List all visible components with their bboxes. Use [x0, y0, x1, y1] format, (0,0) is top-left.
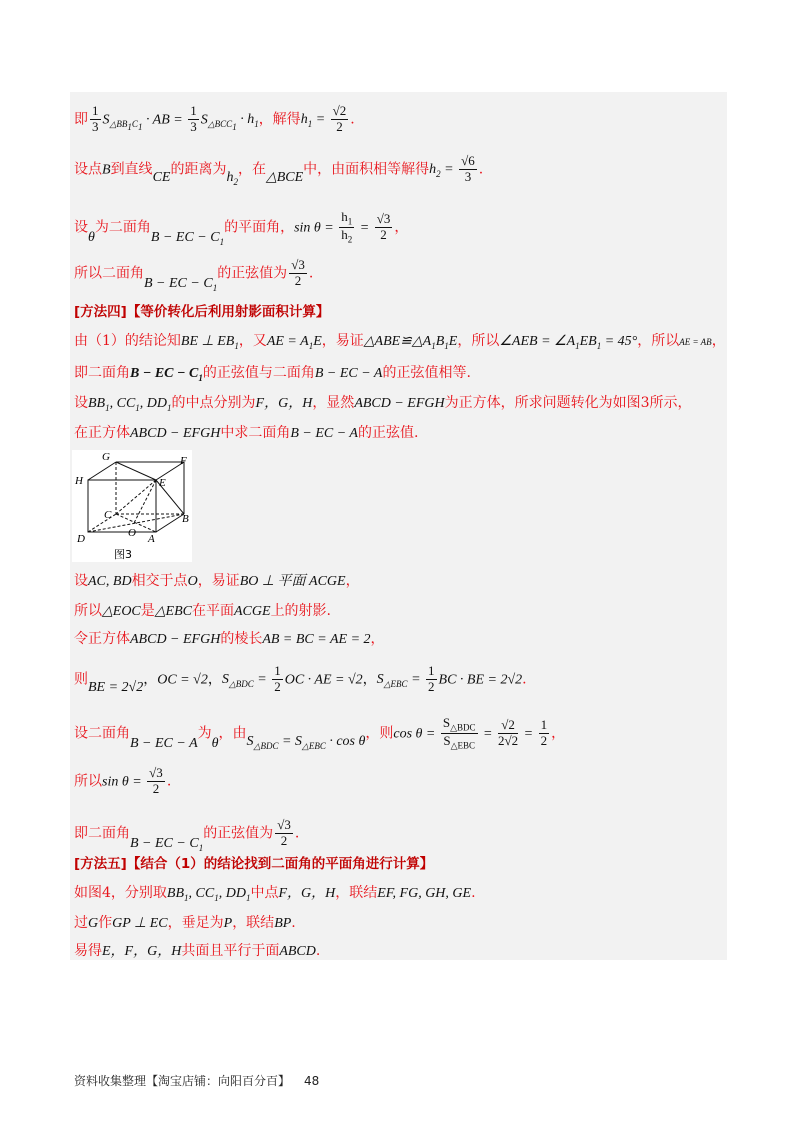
label-h: H [75, 475, 83, 487]
page-number: 48 [304, 1074, 320, 1088]
line-11: 所以△EOC是△EBC在平面ACGE上的射影. [74, 603, 332, 619]
text: 相交于点 [131, 573, 188, 589]
text: 作 [98, 915, 113, 931]
text: . [350, 111, 355, 128]
text: 是 [140, 603, 155, 619]
text: ，易证 [321, 333, 364, 349]
text: 的距离为 [170, 161, 227, 178]
label-b: B [182, 513, 189, 525]
text: 的正弦值. [357, 425, 419, 441]
text: ，解得 [258, 111, 301, 128]
line-14: 设二面角B − EC − A为θ，由$S_{\triangle BDC} = S_{\triangle EBC} \cdot \cos \theta$，则cos θ = $\frac{S_{\triangle BDC}}{S_{\triangle EBC}}$ = $\frac{√2}{2√2}$ = $\frac{1}{2}$ ， [74, 715, 566, 752]
text: 即二面角 [74, 365, 130, 381]
text: 在平面 [192, 603, 234, 619]
text: F，G，H [255, 396, 313, 411]
text: 过 [74, 915, 88, 931]
text: 的正弦值为 [203, 825, 274, 842]
text: 的中点分别为 [171, 395, 256, 411]
text: ，由 [218, 725, 247, 742]
line-6: 由（1）的结论知BE ⊥ $EB_1$，又AE = $A_1E$，易证$\triangle ABE≌\triangle A_1B_1E$，所以∠AEB = $\angle A_1EB_1 = 45^\circ$，所以AE = AB， [74, 333, 726, 351]
line-18: 如图4，分别取$BB_1$, $CC_1$, $DD_1$中点F，G，H，联结EF, FG, GH, GE. [74, 885, 476, 903]
text: 中点 [250, 885, 279, 901]
line-19: 过G作GP ⊥ EC，垂足为P，联结BP. [74, 915, 296, 931]
text: . [471, 885, 476, 901]
line-2: 设点B到直线CE的距离为$h_2$，在△BCE中，由面积相等解得$h_2$ = $\frac{√6}{3}$ . [74, 153, 484, 188]
text: 即二面角 [74, 825, 130, 842]
text: 中求二面角 [220, 425, 291, 441]
line-16: 即二面角B − EC − $C_1$的正弦值为 $\frac{√3}{2}$ . [74, 817, 300, 854]
text: 的平面角， [224, 219, 295, 236]
line-13: 则BE = 2√2，OC = √2，$S_{\triangle BDC}$ = $\frac{1}{2}$ OC · AE = √2，$S_{\triangle EBC}$ = $\frac{1}{2}$ BC · BE = 2√2. [74, 663, 527, 696]
line-1: 即 $\frac{1}{3}$ $S_{\triangle BB_1C_1}$ · AB = $\frac{1}{3}$ $S_{\triangle BCC_1} \cdot h_1$，解得$h_1$ = $\frac{√2}{2}$ . [74, 103, 355, 134]
line-9: 在正方体ABCD − EFGH中求二面角B − EC − A的正弦值. [74, 425, 419, 441]
line-12: 令正方体ABCD − EFGH的棱长AB = BC = AE = 2， [74, 631, 385, 647]
text: . [294, 825, 300, 842]
text: . [478, 161, 484, 178]
text: 所以二面角 [74, 265, 144, 282]
text: . [166, 773, 172, 790]
text: 易得 [74, 943, 102, 959]
text: 如图4，分别取 [74, 885, 167, 901]
text: . [291, 915, 296, 931]
text: 的正弦值与二面角 [202, 365, 315, 381]
text: 设点 [74, 161, 102, 178]
text: 所以 [74, 773, 102, 790]
text: ， [345, 573, 360, 589]
text: 所以 [74, 603, 102, 619]
label-c: C [104, 509, 112, 521]
text: ， [394, 219, 409, 236]
text: ，所以 [457, 333, 500, 349]
text: . [308, 265, 314, 282]
line-7: 即二面角B − EC − $C_1$的正弦值与二面角B − EC − A的正弦值相等. [74, 365, 471, 383]
text: 则 [74, 671, 88, 688]
text: 设 [74, 219, 88, 236]
text: ，联结 [232, 915, 275, 931]
text: 共面且平行于面 [181, 943, 280, 959]
line-4: 所以二面角B − EC − $C_1$的正弦值为 $\frac{√3}{2}$ . [74, 257, 314, 294]
text: ， [551, 725, 566, 742]
text: 设二面角 [74, 725, 130, 742]
text: . [315, 943, 321, 959]
text: 的棱长 [220, 631, 263, 647]
text: 设 [74, 395, 88, 411]
text: ，联结 [335, 885, 378, 901]
text: 令正方体 [74, 631, 130, 647]
text: ，则 [365, 725, 394, 742]
text: ，又 [238, 333, 267, 349]
figure-3-cube [72, 450, 192, 562]
text: P [223, 916, 233, 931]
text: 即 [74, 111, 88, 128]
text: O [187, 574, 198, 589]
text: ， [370, 631, 385, 647]
text: 为二面角 [94, 219, 151, 236]
label-e: E [159, 477, 166, 489]
text: 为 [197, 725, 212, 742]
label-a: A [148, 533, 155, 545]
text: F，G，H [278, 886, 336, 901]
text: ，易证 [197, 573, 240, 589]
line-8: 设$BB_1$, $CC_1$, $DD_1$的中点分别为F，G，H，显然ABCD − EFGH为正方体，所求问题转化为如图3所示， [74, 395, 692, 413]
text: ，显然 [312, 395, 355, 411]
text: 的正弦值相等. [382, 365, 471, 381]
text: 到直线 [110, 161, 153, 178]
label-o: O [128, 527, 136, 539]
page-footer [74, 1072, 319, 1089]
text: E，F，G，H [102, 944, 182, 959]
text: G [88, 916, 99, 931]
method-5-heading: [方法五]【结合（1）的结论找到二面角的平面角进行计算】 [74, 856, 434, 872]
text: 上的射影. [270, 603, 332, 619]
text: 中，由面积相等解得 [303, 161, 430, 178]
text: 由（1）的结论知 [74, 333, 181, 349]
text: ， [711, 333, 726, 349]
text: ，在 [237, 161, 266, 178]
footer-text: 资料收集整理【淘宝店铺：向阳百分百】 [74, 1074, 291, 1088]
figure-caption: 图3 [114, 548, 132, 561]
label-d: D [77, 533, 85, 545]
line-3: 设θ为二面角B − EC − $C_1$的平面角，sin θ = $\frac{h_1}{h_2}$ = $\frac{√3}{2}$ ， [74, 209, 409, 248]
line-10: 设AC, BD相交于点O，易证BO ⊥ 平面 ACGE， [74, 573, 360, 589]
label-g: G [102, 451, 110, 463]
line-20: 易得E，F，G，H共面且平行于面ABCD. [74, 943, 321, 959]
text: 设 [74, 573, 88, 589]
method-4-heading: [方法四]【等价转化后利用射影面积计算】 [74, 304, 330, 320]
text: ，垂足为 [167, 915, 224, 931]
line-15: 所以sin θ = $\frac{√3}{2}$ . [74, 765, 172, 796]
text: 在正方体 [74, 425, 130, 441]
label-f: F [180, 455, 187, 467]
text: . [522, 671, 527, 688]
text: ，所以 [637, 333, 680, 349]
text: 的正弦值为 [217, 265, 288, 282]
text: 为正方体，所求问题转化为如图3所示， [444, 395, 692, 411]
